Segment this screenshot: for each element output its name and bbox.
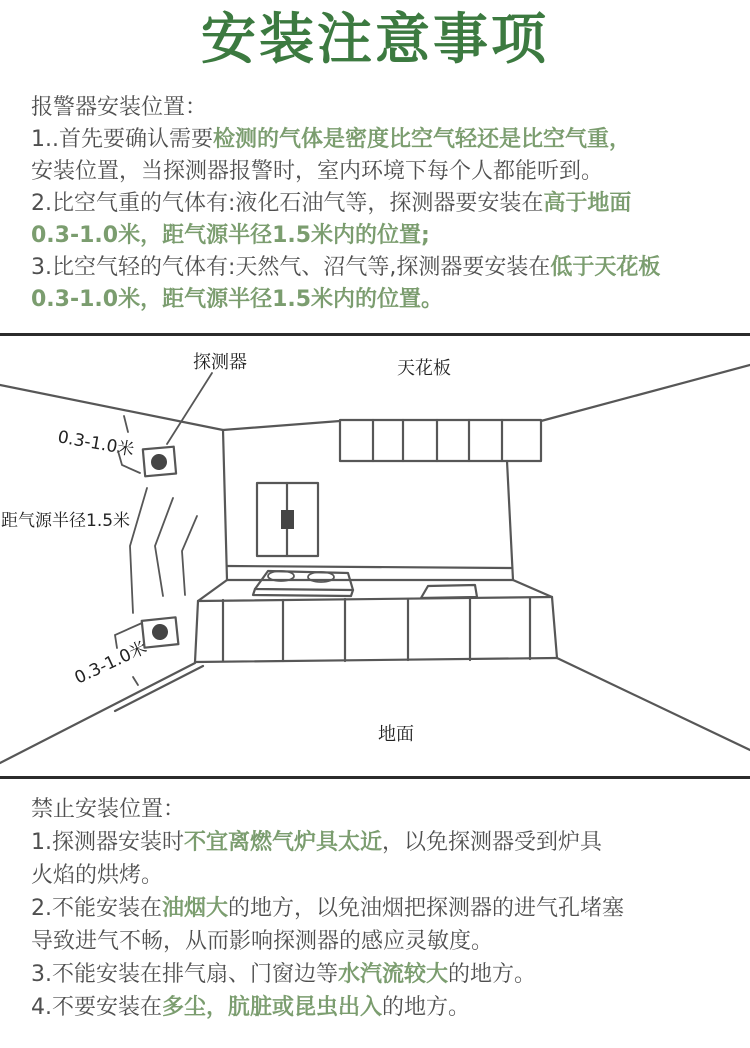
text-segment: 火焰的烘烤。 [31, 863, 164, 888]
counter [195, 566, 557, 662]
ceiling-label: 天花板 [397, 358, 451, 379]
highlighted-text: 0.3-1.0米，距气源半径1.5米内的位置; [31, 223, 430, 248]
ceiling-edge-right [541, 365, 750, 421]
ceiling-edge-left [0, 385, 340, 430]
kitchen-diagram [0, 333, 750, 779]
text-segment: 报警器安装位置： [31, 95, 208, 120]
upper-cabinet-body [340, 420, 541, 461]
detector-sensor [150, 453, 167, 470]
wall-corner-left [223, 430, 227, 580]
range-top-label: 0.3-1.0米 [56, 427, 136, 461]
countertop-right-edge [513, 580, 552, 597]
detector-label: 探测器 [193, 352, 247, 373]
detector-upper [143, 447, 176, 477]
radius-arc [182, 516, 197, 595]
text-segment: 1.探测器安装时 [31, 830, 184, 855]
radius-label: 距气源半径1.5米 [1, 511, 131, 531]
text-line [31, 252, 719, 284]
radius-arc [130, 488, 147, 613]
text-line [31, 892, 719, 925]
highlighted-text: 0.3-1.0米，距气源半径1.5米内的位置。 [31, 287, 444, 312]
text-line [31, 826, 719, 859]
counter-left-face [195, 601, 198, 662]
detector-lower [142, 617, 179, 647]
text-segment: 导致进气不畅，从而影响探测器的感应灵敏度。 [31, 929, 494, 954]
text-segment: 安装位置，当探测器报警时，室内环境下每个人都能听到。 [31, 159, 604, 184]
countertop-left-edge [198, 580, 227, 601]
cupboard-handle [281, 510, 294, 529]
ceiling-tick [124, 416, 128, 432]
text-line [31, 793, 719, 826]
range-bottom-label: 0.3-1.0米 [71, 637, 151, 689]
floor-edge-left-inner [115, 666, 203, 711]
text-segment: 3.不能安装在排气扇、门窗边等 [31, 962, 338, 987]
radius-arc [155, 498, 173, 596]
text-segment: 的地方。 [448, 962, 537, 987]
text-line [31, 220, 719, 252]
floor-label: 地面 [378, 724, 414, 745]
text-line [31, 124, 719, 156]
text-line [31, 958, 719, 991]
text-line [31, 188, 719, 220]
upper-cabinets [340, 420, 541, 461]
range-bottom-tick [133, 677, 138, 685]
text-segment: 4.不要安装在 [31, 995, 162, 1020]
wall-cupboard [257, 483, 318, 556]
text-line [31, 156, 719, 188]
detector-sensor [151, 623, 169, 641]
floor-edge-right [557, 658, 750, 750]
counter-front-top [198, 597, 552, 601]
highlighted-text: 高于地面 [543, 191, 632, 216]
highlighted-text: 低于天花板 [550, 255, 661, 280]
page-title: 安装注意事项 [200, 7, 549, 71]
highlighted-text: 检测的气体是密度比空气轻还是比空气重， [212, 127, 631, 152]
install-notes-paragraph [0, 92, 750, 316]
text-segment: 1..首先要确认需要 [31, 127, 213, 152]
text-segment: 2.比空气重的气体有:液化石油气等，探测器要安装在 [31, 191, 544, 216]
counter-front-bottom [195, 658, 557, 662]
text-line [31, 284, 719, 316]
text-line [31, 925, 719, 958]
text-segment: 2.不能安装在 [31, 896, 162, 921]
text-line [31, 859, 719, 892]
detector-label-leader [167, 373, 212, 444]
text-segment: 的地方。 [382, 995, 471, 1020]
highlighted-text: 多尘，肮脏或昆虫出入 [162, 995, 383, 1020]
text-line [31, 92, 719, 124]
counter-right-face [552, 597, 557, 658]
text-segment: 3.比空气轻的气体有:天然气、沼气等,探测器要安装在 [31, 255, 551, 280]
stove [253, 571, 353, 596]
highlighted-text: 水汽流较大 [338, 962, 449, 987]
text-segment: 的地方，以免油烟把探测器的进气孔堵塞 [228, 896, 625, 921]
text-segment: 禁止安装位置： [31, 797, 186, 822]
text-segment: ，以免探测器受到炉具 [382, 830, 603, 855]
wall-corner-right [507, 461, 513, 580]
floor-lines [0, 658, 750, 763]
radius-arc-lines [130, 488, 197, 613]
backsplash-line [227, 566, 511, 568]
highlighted-text: 不宜离燃气炉具太近 [184, 830, 383, 855]
forbidden-notes-paragraph [0, 793, 750, 1024]
kitchen-line-drawing [0, 336, 750, 776]
highlighted-text: 油烟大 [162, 896, 229, 921]
text-line [31, 991, 719, 1024]
sink [421, 585, 477, 598]
